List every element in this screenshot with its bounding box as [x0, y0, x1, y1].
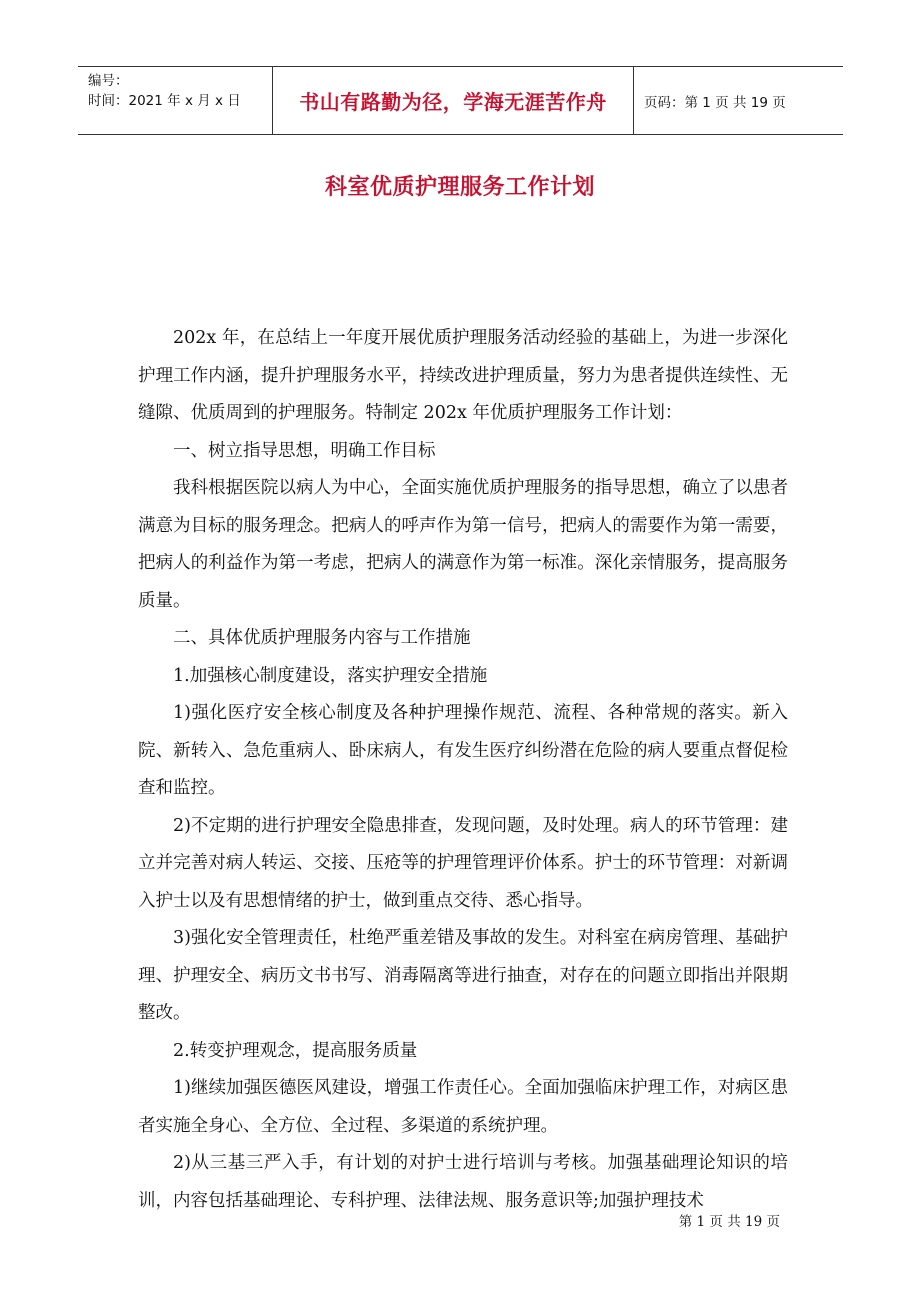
document-header	[78, 66, 843, 135]
paragraph: 我科根据医院以病人为中心，全面实施优质护理服务的指导思想，确立了以患者满意为目标的服务理念。把病人的呼声作为第一信号，把病人的需要作为第一需要，把病人的利益作为第一考虑，把病人的满意作为第一标准。深化亲情服务，提高服务质量。	[138, 478, 788, 611]
subsection-heading: 2.转变护理观念，提高服务质量	[173, 1040, 418, 1061]
paragraph: 2)从三基三严入手，有计划的对护士进行培训与考核。加强基础理论知识的培训，内容包括基础理论、专科护理、法律法规、服务意识等;加强护理技术	[138, 1153, 788, 1211]
header-page	[634, 67, 843, 134]
header-motto	[272, 67, 634, 134]
subsection-heading: 1.加强核心制度建设，落实护理安全措施	[173, 665, 488, 686]
paragraph: 2)不定期的进行护理安全隐患排查，发现问题，及时处理。病人的环节管理：建立并完善对病人转运、交接、压疮等的护理管理评价体系。护士的环节管理：对新调入护士以及有思想情绪的护士，做到重点交待、悉心指导。	[138, 815, 788, 911]
section-heading: 一、树立指导思想，明确工作目标	[173, 440, 436, 461]
paragraph: 3)强化安全管理责任，杜绝严重差错及事故的发生。对科室在病房管理、基础护理、护理安全、病历文书书写、消毒隔离等进行抽查，对存在的问题立即指出并限期整改。	[138, 928, 788, 1023]
header-motto-text: 书山有路勤为径，学海无涯苦作舟	[299, 90, 607, 114]
paragraph: 202x 年，在总结上一年度开展优质护理服务活动经验的基础上，为进一步深化护理工作内涵，提升护理服务水平，持续改进护理质量，努力为患者提供连续性、无缝隙、优质周到的护理服务。特制定 202x 年优质护理服务工作计划：	[138, 328, 788, 423]
header-date-label: 时间：2021 年 x 月 x 日	[88, 93, 241, 109]
page-footer: 第 1 页 共 19 页	[678, 1214, 780, 1230]
paragraph: 1)强化医疗安全核心制度及各种护理操作规范、流程、各种常规的落实。新入院、新转入、急危重病人、卧床病人，有发生医疗纠纷潜在危险的病人要重点督促检查和监控。	[138, 703, 788, 798]
section-heading: 二、具体优质护理服务内容与工作措施	[173, 628, 471, 648]
header-page-label: 页码：第 1 页 共 19 页	[644, 94, 786, 111]
header-meta	[78, 67, 272, 134]
document-body	[138, 320, 788, 1220]
header-number-label: 编号：	[88, 73, 129, 89]
paragraph: 1)继续加强医德医风建设，增强工作责任心。全面加强临床护理工作，对病区患者实施全身心、全方位、全过程、多渠道的系统护理。	[138, 1078, 788, 1136]
document-title: 科室优质护理服务工作计划	[324, 175, 595, 200]
